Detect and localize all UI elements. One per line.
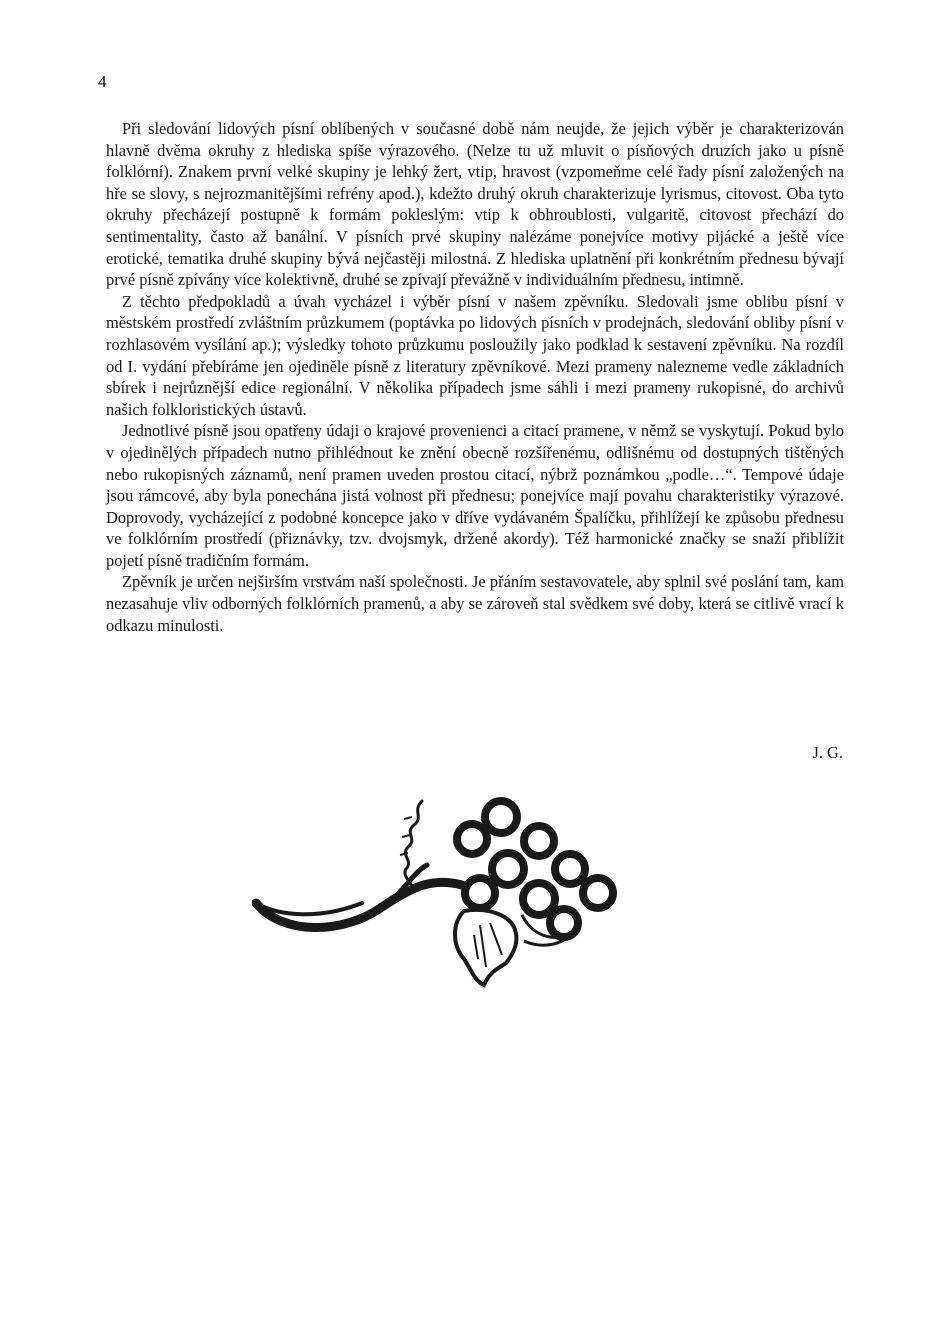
paragraph-4: Zpěvník je určen nejširším vrstvám naší společnosti. Je přáním sestavovatele, aby splnil své poslání tam, kam nezasahuje vliv odborných folklórních pramenů, a aby se zároveň stal svědkem své doby, která se citlivě vrací k odkazu minulosti. xyxy=(106,572,844,635)
paragraph-2: Z těchto předpokladů a úvah vycházel i výběr písní v našem zpěvníku. Sledovali jsme oblibu písní v městském prostředí zvláštním průzkumem (poptávka po lidových písních v prodejnách, sledování obliby písní v rozhlasovém vysílání ap.); výsledky tohoto průzkumu posloužily jako podklad k sestavení zpěvníku. Na rozdíl od I. vydání přebíráme jen ojediněle písně z literatury zpěvníkové. Mezi prameny nalezneme vedle základních sbírek i nejrůznější edice regionální. V několika případech jsme sáhli i mezi prameny rukopisné, do archivů našich folkloristických ústavů. xyxy=(106,291,844,419)
page-number: 4 xyxy=(98,72,107,91)
author-signature: J. G. xyxy=(812,743,843,762)
foreword-text xyxy=(106,118,844,636)
grape-vine-ornament-icon xyxy=(252,795,652,1005)
paragraph-3: Jednotlivé písně jsou opatřeny údaji o krajové provenienci a citací pramene, v němž se vyskytují. Pokud bylo v ojedinělých případech nutno přihlédnout ke znění obecně rozšířenému, odlišnému od dostupných tištěných nebo rukopisných záznamů, není pramen uveden prostou citací, nýbrž poznámkou „podle…“. Tempové údaje jsou rámcové, aby byla ponechána jistá volnost při přednesu; ponejvíce mají povahu charakteristiky výrazové. Doprovody, vycházející z podobné koncepce jako v dříve vydávaném Špalíčku, přihlížejí ke způsobu přednesu ve folklórním prostředí (přiznávky, tzv. dvojsmyk, držené akordy). Též harmonické značky se snaží přiblížit pojetí písně tradičním formám. xyxy=(106,421,844,570)
paragraph-1: Při sledování lidových písní oblíbených v současné době nám neujde, že jejich výběr je charakterizován hlavně dvěma okruhy z hlediska spíše výrazového. (Nelze tu už mluvit o písňových druzích jako u písně folklórní). Znakem první velké skupiny je lehký žert, vtip, hravost (vzpomeňme celé řady písní založených na hře se slovy, s nejrozmanitějšími refrény apod.), kdežto druhý okruh charakterizuje lyrismus, citovost. Oba tyto okruhy přecházejí postupně k formám pokleslým: vtip k obhroublosti, vulgaritě, citovost přechází do sentimentality, často až banální. V písních prvé skupiny nalézáme ponejvíce motivy pijácké a ještě více erotické, tematika druhé skupiny bývá nejčastěji milostná. Z hlediska uplatnění při konkrétním přednesu bývají prvé písně zpívány více kolektivně, druhé se zpívají převážně v individuálním přednesu, intimně. xyxy=(106,119,844,290)
